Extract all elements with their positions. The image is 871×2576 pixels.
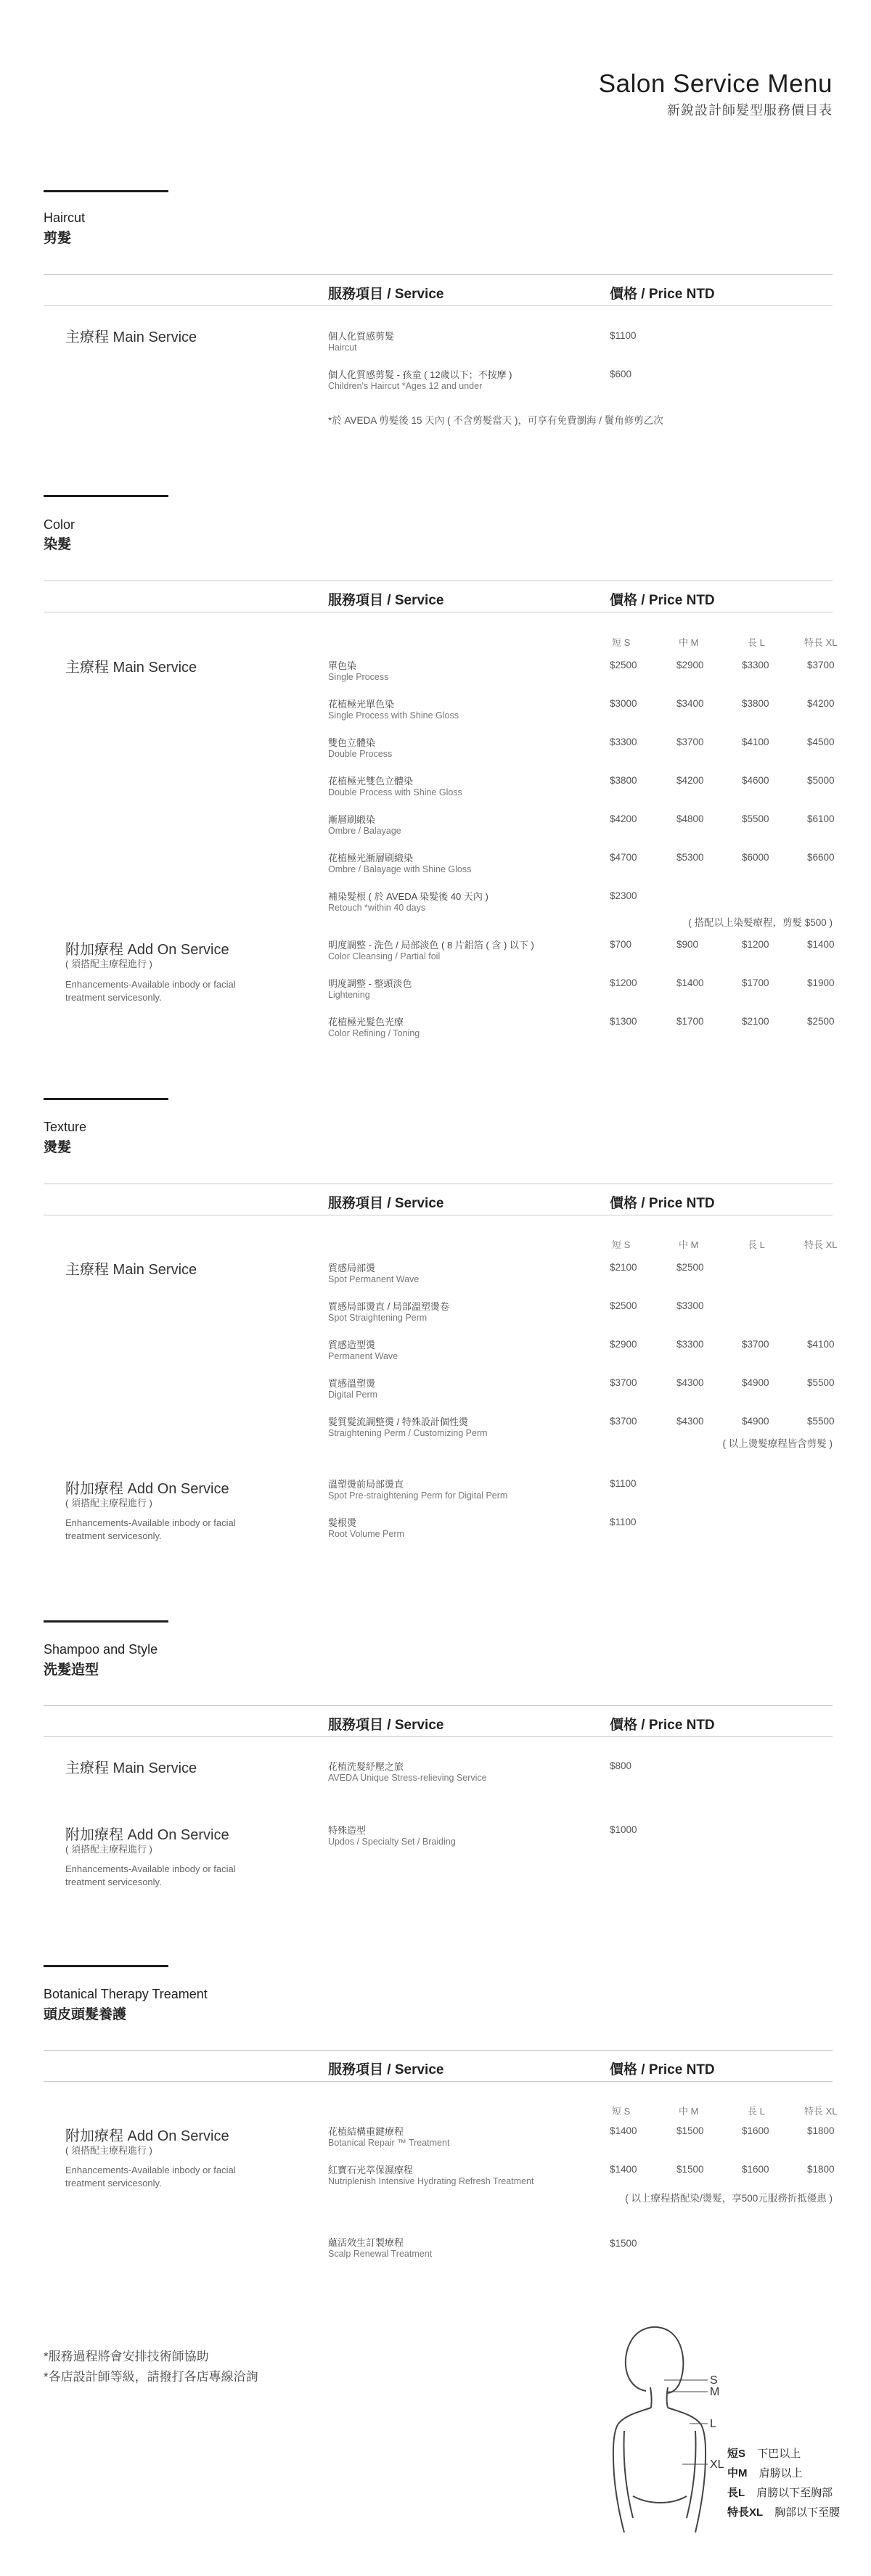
price: $5500 <box>742 813 769 824</box>
price: $1100 <box>610 1478 637 1489</box>
service-name-en: Double Process with Shine Gloss <box>328 787 462 797</box>
service-name-en: Root Volume Perm <box>328 1529 404 1539</box>
price: $1500 <box>610 2238 637 2249</box>
addon-service-description: Enhancements-Available inbody or facial treatment servicesonly. <box>65 1517 236 1541</box>
price: $1300 <box>610 1016 637 1027</box>
length-legend-desc: 胸部以下至腰 <box>774 2506 841 2519</box>
service-column-header: 服務項目 / Service <box>328 1196 444 1211</box>
section-divider <box>44 1098 168 1100</box>
service-name-en: Botanical Repair ™ Treatment <box>328 2138 450 2148</box>
service-name: 質感局部燙 <box>328 1263 376 1273</box>
price: $1400 <box>610 2125 637 2136</box>
length-legend-desc: 肩膀以下至胸部 <box>756 2487 833 2499</box>
service-name-en: Ombre / Balayage with Shine Gloss <box>328 864 472 874</box>
section-title-zh: 剪髮 <box>44 231 72 246</box>
service-name-en: Retouch *within 40 days <box>328 903 426 913</box>
length-mark-xl: XL <box>710 2458 724 2471</box>
size-extra-long: 特長 XL <box>804 637 838 648</box>
section-divider <box>44 1620 168 1623</box>
service-name-en: Color Cleansing / Partial foil <box>328 951 441 961</box>
price: $1000 <box>610 1824 637 1835</box>
service-name-en: Color Refining / Toning <box>328 1028 420 1038</box>
price: $1700 <box>676 1016 704 1027</box>
price: $5000 <box>807 775 835 786</box>
size-long: 長 L <box>748 637 765 648</box>
price: $1800 <box>807 2164 835 2175</box>
section-title-zh: 燙髮 <box>44 1140 72 1155</box>
page-subtitle: 新銳設計師髮型服務價目表 <box>667 103 833 118</box>
hair-length-figure-icon <box>581 2315 740 2540</box>
section-title-en: Texture <box>44 1120 87 1134</box>
service-name: 花植結構重鍵療程 <box>328 2126 404 2137</box>
length-legend-desc: 肩膀以上 <box>758 2467 803 2479</box>
service-column-header: 服務項目 / Service <box>328 1718 444 1733</box>
price: $2300 <box>610 890 637 901</box>
length-mark-l: L <box>710 2418 716 2430</box>
price: $4500 <box>807 737 835 747</box>
color-addon-note: ( 搭配以上染髮療程，剪髮 $500 ) <box>688 917 833 928</box>
main-service-heading: 主療程 Main Service <box>65 1262 197 1278</box>
service-name: 溫塑燙前局部燙直 <box>328 1479 404 1490</box>
service-name: 雙色立體染 <box>328 737 376 748</box>
section-title-zh: 洗髮造型 <box>44 1662 99 1678</box>
price: $5500 <box>807 1377 835 1388</box>
size-medium: 中 M <box>679 637 699 648</box>
price: $4200 <box>610 813 637 824</box>
service-column-header: 服務項目 / Service <box>328 287 444 302</box>
addon-service-description: Enhancements-Available inbody or facial treatment servicesonly. <box>65 2165 236 2189</box>
addon-service-heading: 附加療程 Add On Service <box>65 1827 229 1843</box>
section-divider <box>44 190 168 192</box>
price: $1700 <box>742 977 769 988</box>
service-name: 花植極光漸層刷緞染 <box>328 853 414 864</box>
main-service-heading: 主療程 Main Service <box>65 660 197 676</box>
size-long: 長 L <box>748 2106 765 2117</box>
service-name: 紅寶石光萃保濕療程 <box>328 2165 414 2175</box>
service-name: 花植洗髮紓壓之旅 <box>328 1761 404 1772</box>
price: $1500 <box>676 2125 704 2136</box>
length-mark-s: S <box>710 2374 718 2387</box>
section-title-zh: 染髮 <box>44 537 72 552</box>
price: $600 <box>610 369 632 380</box>
service-name: 髮根燙 <box>328 1517 357 1528</box>
price-column-header: 價格 / Price NTD <box>610 287 715 302</box>
price: $3800 <box>742 698 769 709</box>
service-name: 個人化質感剪髮 <box>328 331 395 342</box>
service-name: 花植極光雙色立體染 <box>328 776 414 787</box>
service-name-en: Spot Pre-straightening Perm for Digital Perm <box>328 1490 508 1501</box>
service-name: 髮質髮流調整燙 / 特殊設計個性燙 <box>328 1416 468 1427</box>
price: $4100 <box>742 737 769 747</box>
service-name: 質感溫塑燙 <box>328 1378 376 1389</box>
service-name: 單色染 <box>328 660 357 671</box>
price: $3700 <box>742 1339 769 1350</box>
price: $1900 <box>807 977 835 988</box>
price: $4900 <box>742 1416 769 1427</box>
price: $3700 <box>610 1416 637 1427</box>
service-name: 漸層刷緞染 <box>328 814 376 825</box>
price: $700 <box>610 939 632 950</box>
price: $1100 <box>610 330 637 341</box>
addon-service-heading: 附加療程 Add On Service <box>65 1481 229 1497</box>
service-name-en: Single Process with Shine Gloss <box>328 710 459 721</box>
price: $1400 <box>676 977 704 988</box>
price: $3300 <box>610 737 637 747</box>
size-short: 短 S <box>612 637 631 648</box>
service-name-en: Double Process <box>328 749 393 759</box>
length-legend-row <box>727 2485 833 2500</box>
price: $1200 <box>610 977 637 988</box>
service-name-en: Updos / Specialty Set / Braiding <box>328 1837 456 1847</box>
price: $1500 <box>676 2164 704 2175</box>
price: $2100 <box>742 1016 769 1027</box>
price: $2100 <box>610 1262 637 1273</box>
addon-service-description: Enhancements-Available inbody or facial treatment servicesonly. <box>65 1863 236 1887</box>
service-name: 花植極光髮色光療 <box>328 1017 404 1027</box>
service-name: 補染髮根 ( 於 AVEDA 染髮後 40 天內 ) <box>328 891 488 902</box>
price: $900 <box>676 939 699 950</box>
price: $6100 <box>807 813 835 824</box>
botanical-addon-note: ( 以上療程搭配染/燙髮，享500元服務折抵優惠 ) <box>625 2193 833 2204</box>
section-title-en: Shampoo and Style <box>44 1642 158 1657</box>
price: $4800 <box>676 813 704 824</box>
length-legend-row <box>727 2465 803 2480</box>
price: $3000 <box>610 698 637 709</box>
length-mark-m: M <box>710 2386 720 2398</box>
price: $1400 <box>610 2164 637 2175</box>
price: $1600 <box>742 2164 769 2175</box>
price: $1400 <box>807 939 835 950</box>
price: $1600 <box>742 2125 769 2136</box>
length-legend-row <box>727 2504 840 2519</box>
price: $4200 <box>676 775 704 786</box>
service-name: 蘊活效生訂製療程 <box>328 2237 404 2248</box>
size-extra-long: 特長 XL <box>804 1239 838 1250</box>
service-name-en: Lightening <box>328 990 370 1000</box>
service-name: 個人化質感剪髮 - 孩童 ( 12歲以下；不按摩 ) <box>328 369 512 380</box>
service-name-en: Spot Straightening Perm <box>328 1313 428 1323</box>
length-legend-code: 長L <box>727 2487 745 2499</box>
price: $800 <box>610 1760 632 1771</box>
service-name: 花植極光單色染 <box>328 699 395 710</box>
section-title-zh: 頭皮頭髮養護 <box>44 2007 127 2022</box>
addon-service-note: ( 須搭配主療程進行 ) <box>65 1844 152 1855</box>
service-name: 明度調整 - 整頭淡色 <box>328 978 412 989</box>
price: $1800 <box>807 2125 835 2136</box>
price: $3700 <box>676 737 704 747</box>
addon-service-description: Enhancements-Available inbody or facial treatment servicesonly. <box>65 979 236 1003</box>
service-column-header: 服務項目 / Service <box>328 593 444 608</box>
price: $4100 <box>807 1339 835 1350</box>
service-name-en: Digital Perm <box>328 1390 378 1400</box>
addon-service-note: ( 須搭配主療程進行 ) <box>65 1498 152 1509</box>
footer-note: *服務過程將會安排技術師協助 <box>44 2350 209 2363</box>
service-name-en: Nutriplenish Intensive Hydrating Refresh Treatment <box>328 2176 534 2186</box>
size-long: 長 L <box>748 1239 765 1250</box>
section-title-en: Haircut <box>44 210 86 225</box>
addon-service-heading: 附加療程 Add On Service <box>65 942 229 958</box>
service-name: 特殊造型 <box>328 1825 367 1836</box>
service-name-en: Haircut <box>328 342 357 353</box>
price: $3300 <box>742 660 769 670</box>
section-divider <box>44 495 168 497</box>
price: $2500 <box>676 1262 704 1273</box>
section-rule <box>44 1705 833 1706</box>
service-name: 質感局部燙直 / 局部溫塑燙卷 <box>328 1301 449 1312</box>
section-rule <box>44 274 833 275</box>
price: $3400 <box>676 698 704 709</box>
section-title-en: Botanical Therapy Treament <box>44 1987 208 2001</box>
price: $4700 <box>610 852 637 863</box>
price: $4900 <box>742 1377 769 1388</box>
service-column-header: 服務項目 / Service <box>328 2062 444 2077</box>
service-name-en: Straightening Perm / Customizing Perm <box>328 1428 488 1438</box>
length-legend-code: 特長XL <box>727 2506 763 2519</box>
service-name-en: Children's Haircut *Ages 12 and under <box>328 381 483 391</box>
price: $3800 <box>610 775 637 786</box>
size-medium: 中 M <box>679 1239 699 1250</box>
price: $2900 <box>610 1339 637 1350</box>
section-rule <box>44 1736 833 1737</box>
price: $4300 <box>676 1377 704 1388</box>
price: $2500 <box>807 1016 835 1027</box>
price-column-header: 價格 / Price NTD <box>610 593 715 608</box>
size-medium: 中 M <box>679 2106 699 2117</box>
section-rule <box>44 2081 833 2082</box>
size-short: 短 S <box>612 2106 631 2117</box>
price: $3700 <box>807 660 835 670</box>
price: $5500 <box>807 1416 835 1427</box>
addon-service-note: ( 須搭配主療程進行 ) <box>65 959 152 969</box>
price: $6600 <box>807 852 835 863</box>
price-column-header: 價格 / Price NTD <box>610 2062 715 2077</box>
service-name: 明度調整 - 洗色 / 局部淡色 ( 8 片鋁箔 ( 含 ) 以下 ) <box>328 940 534 951</box>
service-name-en: Ombre / Balayage <box>328 826 401 836</box>
addon-service-heading: 附加療程 Add On Service <box>65 2128 229 2144</box>
page-title: Salon Service Menu <box>598 70 833 98</box>
service-name-en: Spot Permanent Wave <box>328 1274 420 1284</box>
section-title-en: Color <box>44 517 75 532</box>
service-name-en: AVEDA Unique Stress-relieving Service <box>328 1773 487 1783</box>
section-rule <box>44 305 833 306</box>
length-legend-code: 中M <box>727 2467 748 2479</box>
addon-service-note: ( 須搭配主療程進行 ) <box>65 2145 152 2156</box>
length-legend-code: 短S <box>727 2448 746 2460</box>
price: $1100 <box>610 1517 637 1527</box>
service-name-en: Permanent Wave <box>328 1351 398 1361</box>
section-rule <box>44 2050 833 2051</box>
length-legend-row <box>727 2445 801 2461</box>
service-name-en: Single Process <box>328 672 389 682</box>
price: $5300 <box>676 852 704 863</box>
price: $2500 <box>610 1300 637 1311</box>
price-column-header: 價格 / Price NTD <box>610 1718 715 1733</box>
main-service-heading: 主療程 Main Service <box>65 329 197 345</box>
haircut-note: *於 AVEDA 剪髮後 15 天內 ( 不含剪髮當天 )，可享有免費瀏海 / 鬢角修剪乙次 <box>328 415 663 426</box>
price: $3300 <box>676 1339 704 1350</box>
price: $2500 <box>610 660 637 670</box>
price: $1200 <box>742 939 769 950</box>
service-name-en: Scalp Renewal Treatment <box>328 2249 433 2259</box>
price: $6000 <box>742 852 769 863</box>
price: $2900 <box>676 660 704 670</box>
size-extra-long: 特長 XL <box>804 2106 838 2117</box>
price: $4200 <box>807 698 835 709</box>
price: $4300 <box>676 1416 704 1427</box>
price: $3300 <box>676 1300 704 1311</box>
main-service-heading: 主療程 Main Service <box>65 1760 197 1776</box>
price: $3700 <box>610 1377 637 1388</box>
length-legend-desc: 下巴以上 <box>757 2448 801 2460</box>
size-short: 短 S <box>612 1239 631 1250</box>
price-column-header: 價格 / Price NTD <box>610 1196 715 1211</box>
footer-note: *各店設計師等級，請撥打各店專線洽詢 <box>44 2370 258 2384</box>
price: $4600 <box>742 775 769 786</box>
texture-main-note: ( 以上燙髮療程皆含剪髮 ) <box>722 1438 833 1449</box>
service-name: 質感造型燙 <box>328 1340 376 1350</box>
section-divider <box>44 1965 168 1967</box>
